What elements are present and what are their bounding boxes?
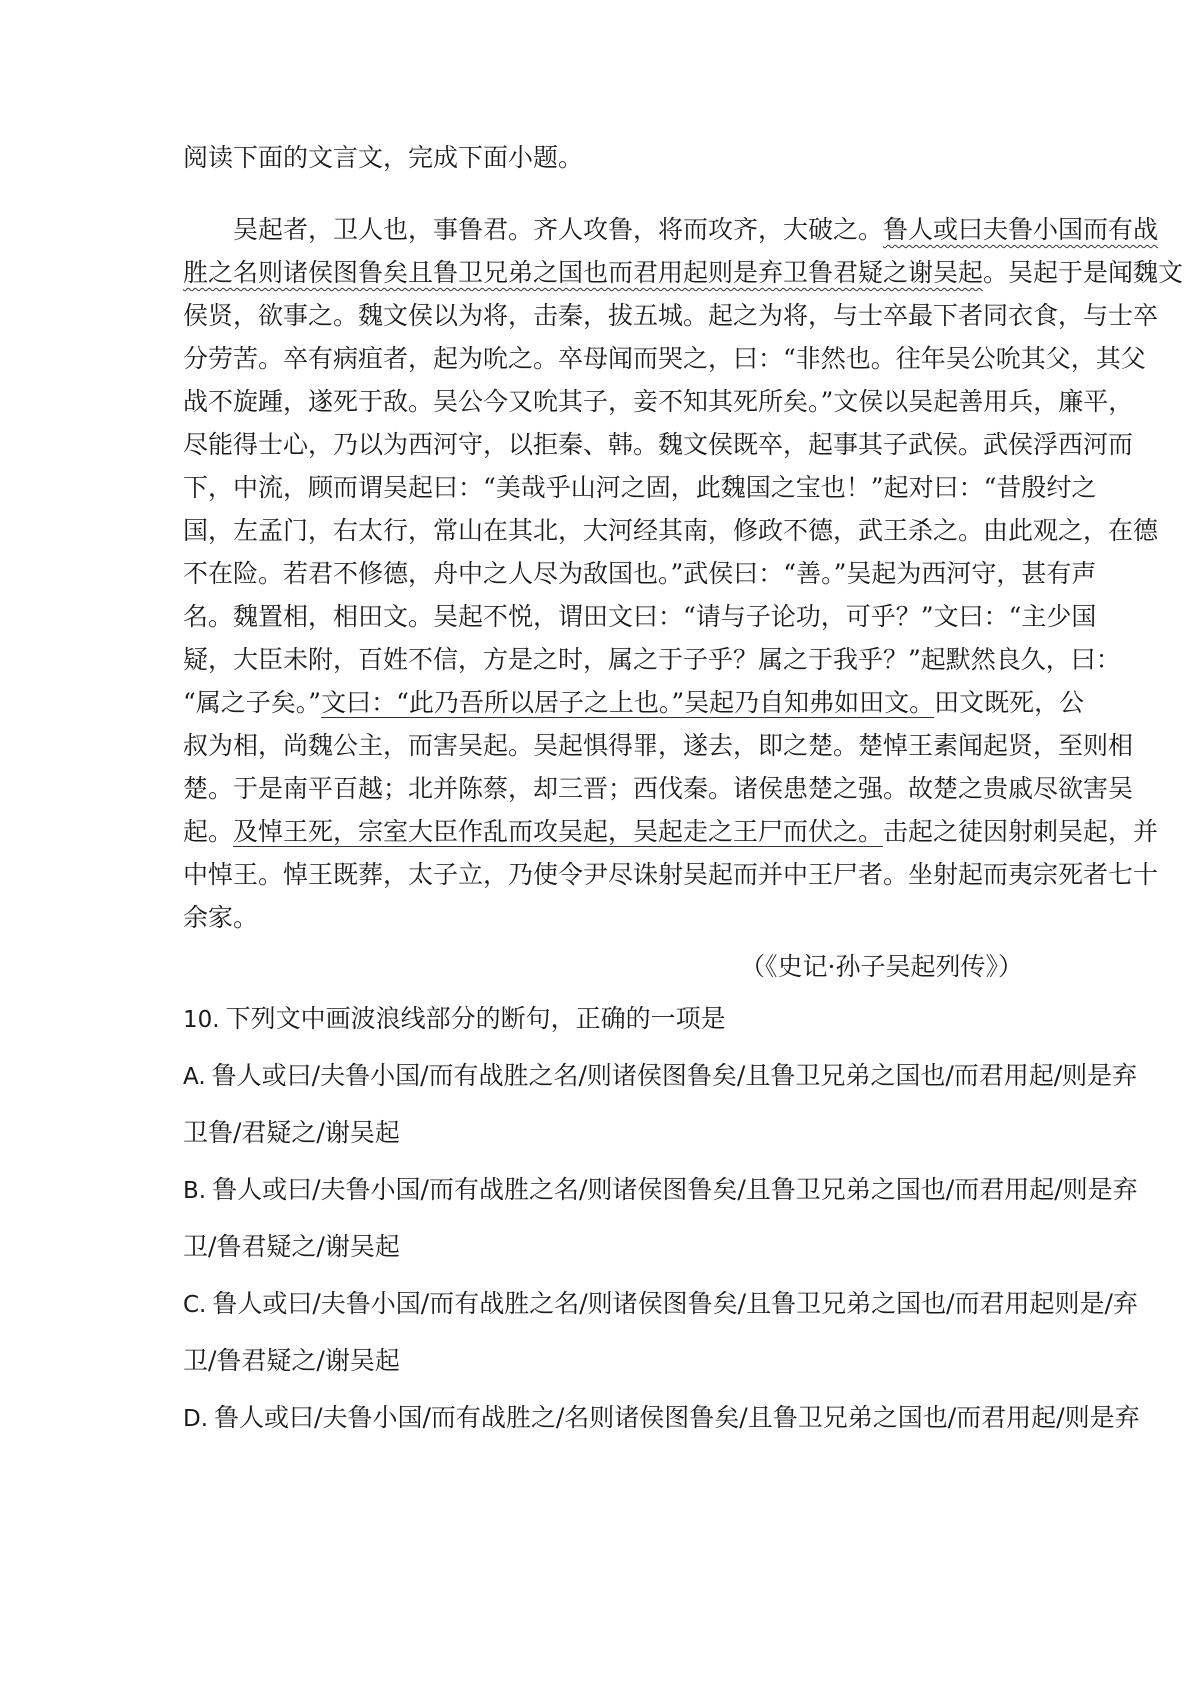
passage-line: 叔为相，尚魏公主，而害吴起。吴起惧得罪，遂去，即之楚。楚悼王素闻起贤，至则相 (183, 731, 1134, 760)
option-b[interactable] (183, 1173, 1138, 1208)
passage-line: 余家。 (183, 903, 259, 932)
option-text: 鲁人或曰/夫鲁小国/而有战胜之名/则诸侯图鲁矣/且鲁卫兄弟之国也/而君用起/则是弃 (211, 1061, 1138, 1090)
passage-line: 国，左孟门，右太行，常山在其北，大河经其南，修政不德，武王杀之。由此观之，在德 (183, 516, 1159, 545)
option-a-continued: 卫鲁/君疑之/谢吴起 (183, 1118, 400, 1147)
wavy-underlined-text: 胜之名则诸侯图鲁矣且鲁卫兄弟之国也而君用起则是弃卫鲁君疑之谢吴起 (183, 258, 984, 287)
option-c-continued: 卫/鲁君疑之/谢吴起 (183, 1346, 400, 1375)
passage-line: 名。魏置相，相田文。吴起不悦，谓田文曰：“请与子论功，可乎？”文曰：“主少国 (183, 602, 1097, 631)
passage-line: 不在险。若君不修德，舟中之人尽为敌国也。”武侯曰：“善。”吴起为西河守，甚有声 (183, 559, 1097, 588)
passage-line (183, 213, 1159, 247)
option-label: D. (183, 1406, 209, 1432)
passage-line: 疑，大臣未附，百姓不信，方是之时，属之于子乎？属之于我乎？”起默然良久，曰： (183, 645, 1121, 674)
passage-text: 。吴起于是闻魏文 (983, 258, 1184, 287)
passage-line (183, 686, 1085, 720)
option-text: 鲁人或曰/夫鲁小国/而有战胜之/名则诸侯图鲁矣/且鲁卫兄弟之国也/而君用起/则是弃 (214, 1403, 1140, 1432)
question-number: 10. (183, 1007, 220, 1033)
option-text: 鲁人或曰/夫鲁小国/而有战胜之名/则诸侯图鲁矣/且鲁卫兄弟之国也/而君用起则是/弃 (212, 1289, 1138, 1318)
passage-line: 楚。于是南平百越；北并陈蔡，却三晋；西伐秦。诸侯患楚之强。故楚之贵戚尽欲害吴 (183, 774, 1134, 803)
source-citation: （《史记·孙子吴起列传》） (740, 952, 1023, 981)
option-a[interactable] (183, 1059, 1138, 1094)
passage-text: “属之子矣。” (183, 688, 322, 717)
passage-text: 起。 (183, 817, 234, 846)
passage-line: 战不旋踵，遂死于敌。吴公今又吮其子，妾不知其死所矣。”文侯以吴起善用兵，廉平， (183, 387, 1134, 416)
passage-line: 中悼王。悼王既葬，太子立，乃使令尹尽诛射吴起而并中王尸者。坐射起而夷宗死者七十 (183, 860, 1159, 889)
passage-line: 尽能得士心，乃以为西河守，以拒秦、韩。魏文侯既卒，起事其子武侯。武侯浮西河而 (183, 430, 1134, 459)
option-text: 鲁人或曰/夫鲁小国/而有战胜之名/则诸侯图鲁矣/且鲁卫兄弟之国也/而君用起/则是弃 (212, 1175, 1138, 1204)
option-b-continued: 卫/鲁君疑之/谢吴起 (183, 1232, 400, 1261)
passage-line: 侯贤，欲事之。魏文侯以为将，击秦，拔五城。起之为将，与士卒最下者同衣食，与士卒 (183, 301, 1159, 330)
question-text: 下列文中画波浪线部分的断句，正确的一项是 (225, 1004, 726, 1033)
option-label: A. (183, 1064, 206, 1090)
passage-text: 击起之徒因射刺吴起，并 (883, 817, 1159, 846)
option-label: C. (183, 1292, 207, 1318)
option-d[interactable] (183, 1401, 1140, 1436)
option-label: B. (183, 1178, 207, 1204)
passage-line: 分劳苦。卒有病疽者，起为吮之。卒母闻而哭之，曰：“非然也。往年吴公吮其父，其父 (183, 344, 1146, 373)
underlined-sentence: 及悼王死，宗室大臣作乱而攻吴起，吴起走之王尸而伏之。 (233, 817, 884, 846)
passage-line (183, 815, 1159, 849)
underlined-sentence: 文曰：“此乃吾所以居子之上也。”吴起乃自知弗如田文。 (321, 688, 935, 717)
passage-text: 田文既死，公 (934, 688, 1085, 717)
question-stem (183, 1002, 1023, 1037)
wavy-underlined-text: 鲁人或曰夫鲁小国而有战 (883, 215, 1159, 244)
passage-text: 吴起者，卫人也，事鲁君。齐人攻鲁，将而攻齐，大破之。 (183, 215, 884, 244)
passage-line: 下，中流，顾而谓吴起曰：“美哉乎山河之固，此魏国之宝也！”起对曰：“昔殷纣之 (183, 473, 1097, 502)
passage-line (183, 256, 1184, 290)
instruction-text: 阅读下面的文言文，完成下面小题。 (183, 143, 584, 172)
option-c[interactable] (183, 1287, 1138, 1322)
